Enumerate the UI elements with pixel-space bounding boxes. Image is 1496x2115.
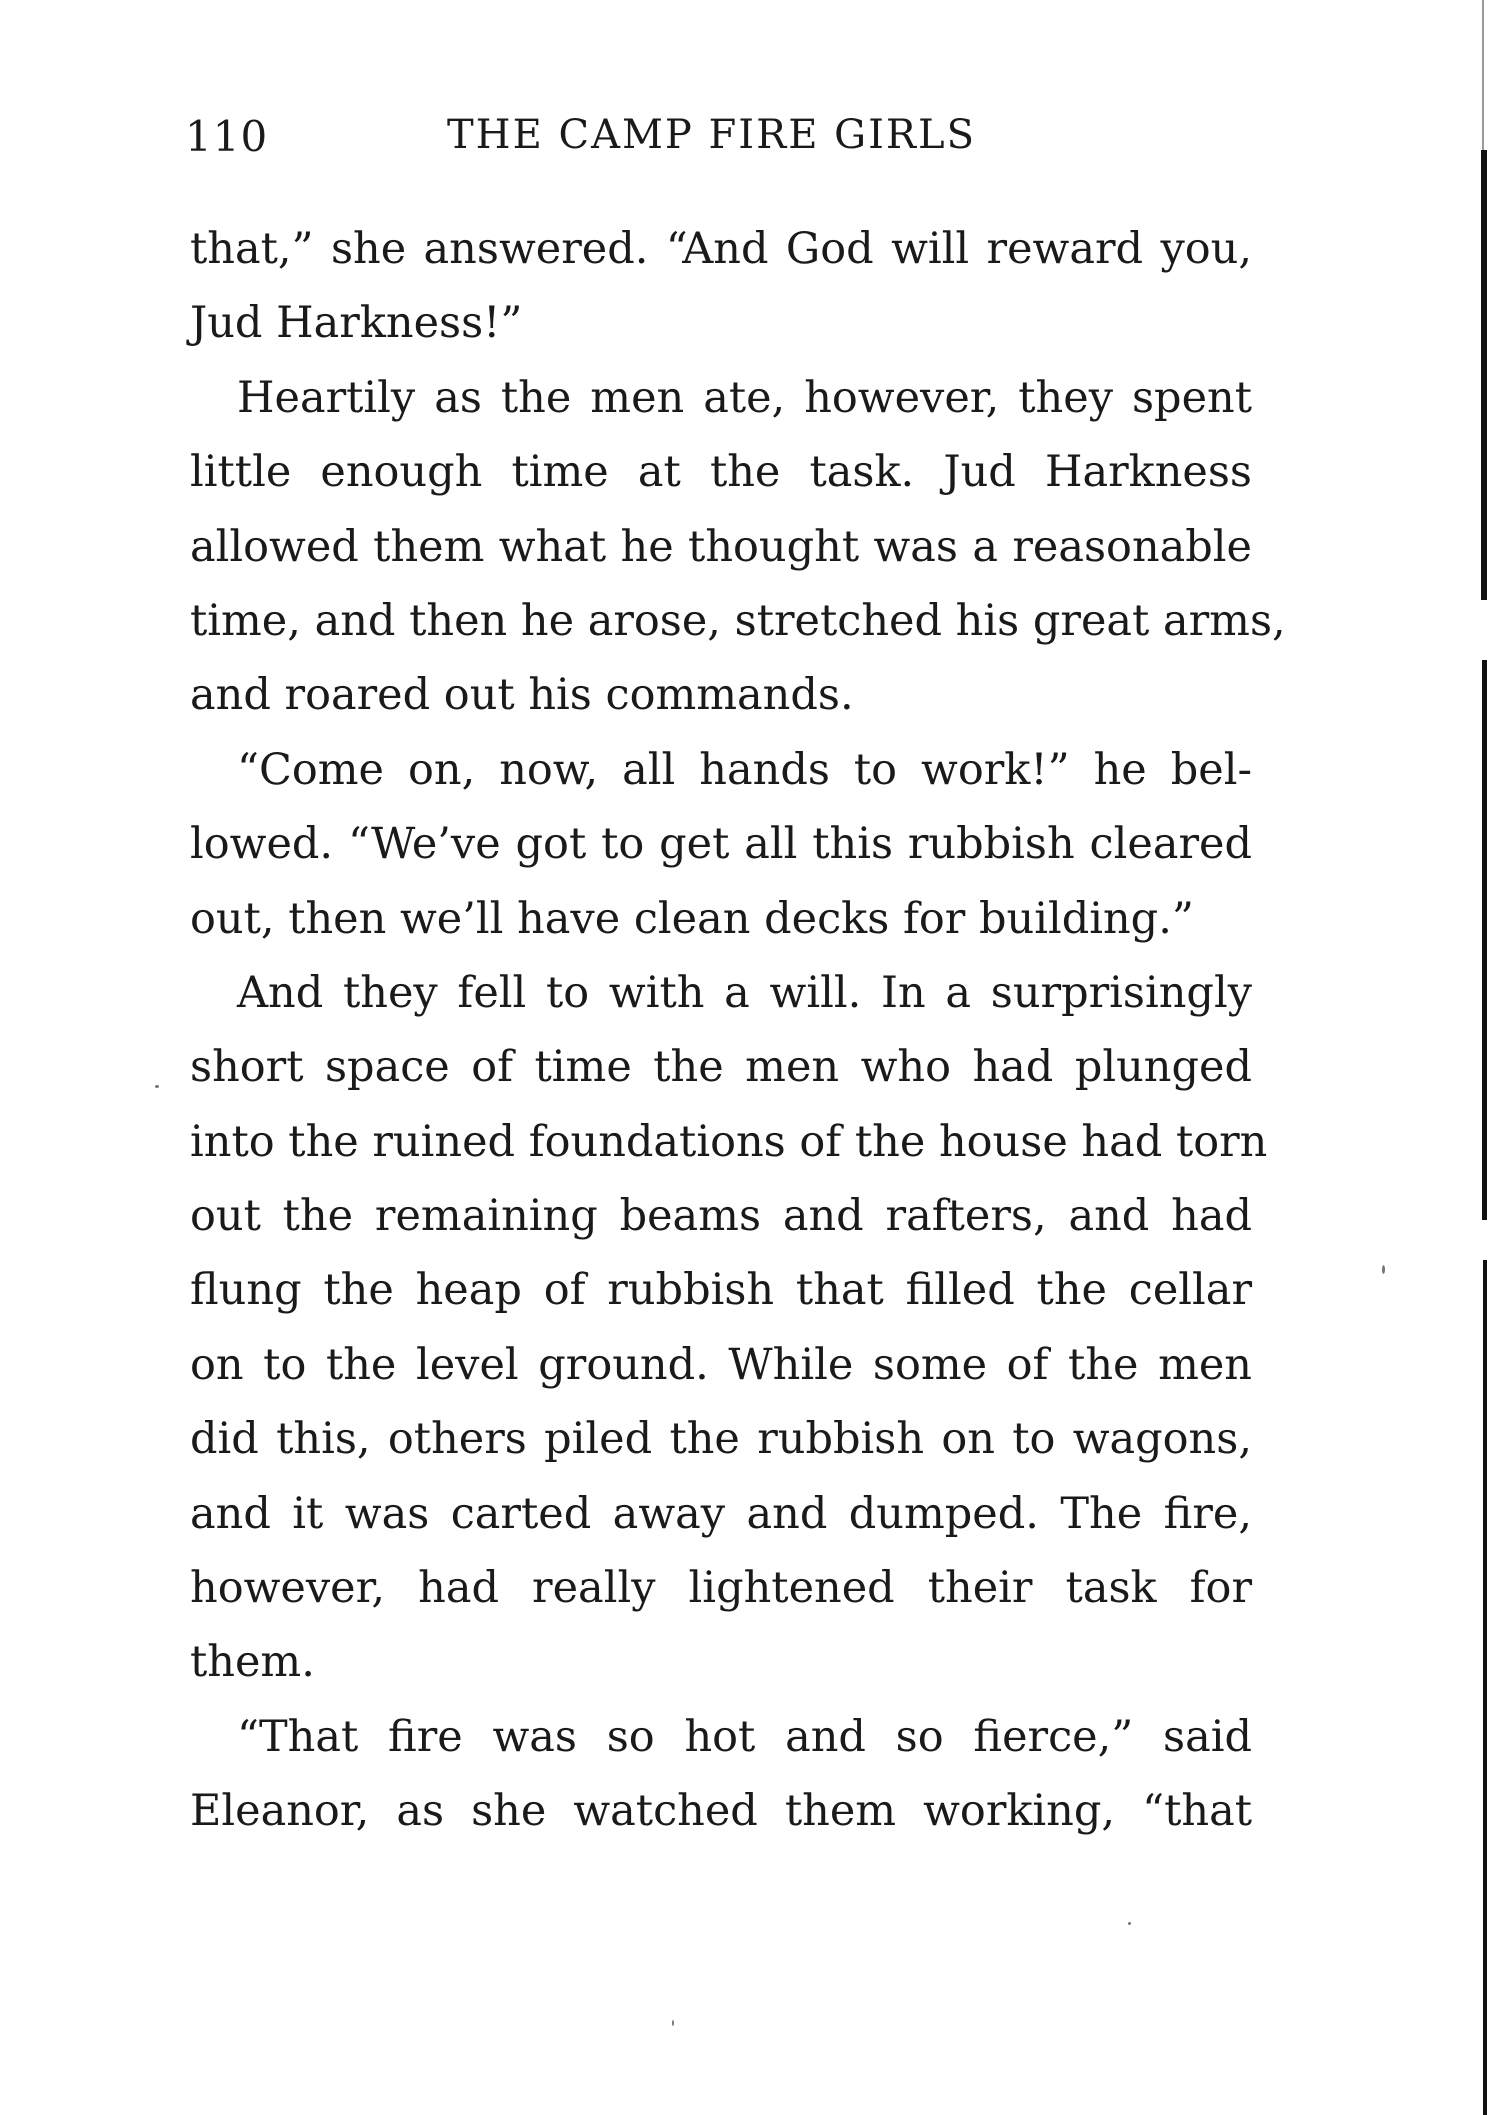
text-line: Eleanor, as she watched them working, “that <box>190 1786 1252 1837</box>
text-line: “Come on, now, all hands to work!” he bel- <box>237 744 1252 795</box>
scan-speck <box>1128 1922 1131 1925</box>
scan-speck <box>672 2020 674 2026</box>
text-line: short space of time the men who had plunged <box>190 1042 1252 1093</box>
text-line: little enough time at the task. Jud Harkness <box>190 447 1252 498</box>
page-header <box>185 112 1255 172</box>
text-line: Heartily as the men ate, however, they spent <box>237 372 1252 423</box>
text-line: “That fire was so hot and so fierce,” said <box>237 1711 1252 1762</box>
text-line: on to the level ground. While some of the men <box>190 1339 1252 1390</box>
scan-speck <box>1382 1265 1385 1274</box>
page-number: 110 <box>185 112 269 161</box>
body-text <box>190 212 1286 1849</box>
text-line: out the remaining beams and rafters, and had <box>190 1191 1252 1242</box>
text-line: time, and then he arose, stretched his great arms, <box>190 595 1286 646</box>
text-line: did this, others piled the rubbish on to wagons, <box>190 1414 1252 1465</box>
text-line: And they fell to with a will. In a surprisingly <box>237 967 1252 1018</box>
text-line: that,” she answered. “And God will reward you, <box>190 224 1252 274</box>
text-line: flung the heap of rubbish that filled the cellar <box>190 1265 1252 1316</box>
scan-speck <box>155 1085 159 1088</box>
text-line: and it was carted away and dumped. The fire, <box>190 1488 1252 1539</box>
text-line: out, then we’ll have clean decks for building.” <box>190 893 1194 944</box>
text-line: Jud Harkness!” <box>190 298 523 349</box>
running-title: THE CAMP FIRE GIRLS <box>447 112 976 158</box>
text-line: however, had really lightened their task for <box>190 1563 1252 1614</box>
text-line: allowed them what he thought was a reasonable <box>190 521 1252 572</box>
text-line: into the ruined foundations of the house had torn <box>190 1116 1268 1167</box>
binding-edge-shadow <box>1470 0 1496 2115</box>
text-line: and roared out his commands. <box>190 670 854 721</box>
text-line: lowed. “We’ve got to get all this rubbish cleared <box>190 819 1252 870</box>
text-line: them. <box>190 1637 315 1688</box>
